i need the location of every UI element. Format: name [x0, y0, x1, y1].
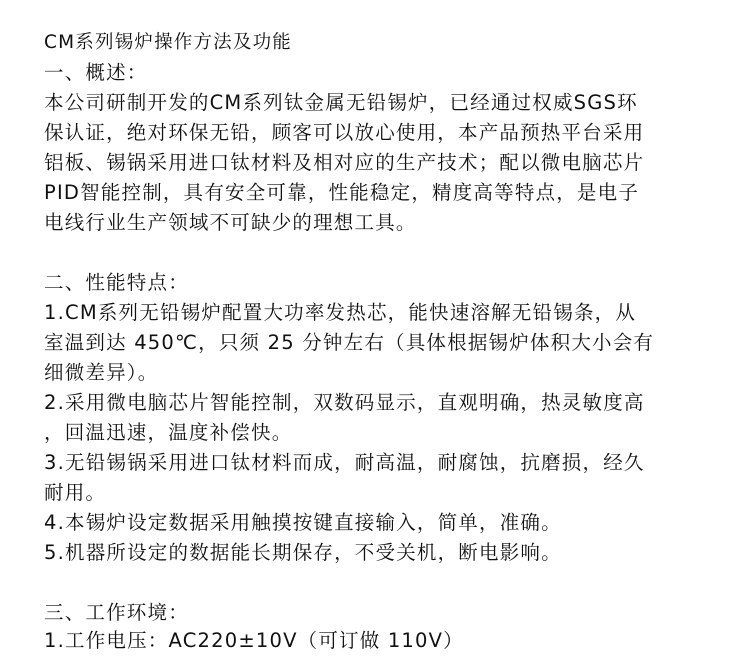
- paragraph-line: 电线行业生产领域不可缺少的理想工具。: [44, 211, 417, 234]
- section-heading-environment: 三、工作环境：: [44, 601, 189, 624]
- document-title: CM系列锡炉操作方法及功能: [44, 32, 292, 53]
- paragraph-line: 耐用。: [44, 481, 107, 504]
- paragraph-line: 铝板、锡锅采用进口钛材料及相对应的生产技术；配以微电脑芯片: [44, 151, 645, 174]
- section-heading-overview: 一、概述：: [44, 61, 148, 84]
- paragraph-line: PID智能控制，具有安全可靠，性能稳定，精度高等特点，是电子: [44, 181, 640, 204]
- paragraph-line: 室温到达 450℃，只须 25 分钟左右（具体根据锡炉体积大小会有: [44, 331, 655, 354]
- section-heading-features: 二、性能特点：: [44, 271, 189, 294]
- paragraph-line: 3.无铅锡锅采用进口钛材料而成，耐高温，耐腐蚀，抗磨损，经久: [44, 451, 645, 474]
- paragraph-line: 4.本锡炉设定数据采用触摸按键直接输入，简单，准确。: [44, 511, 562, 534]
- paragraph-line: 细微差异）。: [44, 361, 159, 384]
- paragraph-line: 5.机器所设定的数据能长期保存，不受关机，断电影响。: [44, 541, 562, 564]
- paragraph-line: 2.采用微电脑芯片智能控制，双数码显示，直观明确，热灵敏度高: [44, 391, 645, 414]
- paragraph-line: 保认证，绝对环保无铅，顾客可以放心使用，本产品预热平台采用: [44, 121, 645, 144]
- paragraph-line: 1.工作电压：AC220±10V（可订做 110V）: [44, 629, 464, 652]
- paragraph-line: ，回温迅速，温度补偿快。: [44, 421, 293, 444]
- paragraph-line: 本公司研制开发的CM系列钛金属无铅锡炉，已经通过权威SGS环: [44, 91, 638, 114]
- paragraph-line: 1.CM系列无铅锡炉配置大功率发热芯，能快速溶解无铅锡条，从: [44, 301, 637, 324]
